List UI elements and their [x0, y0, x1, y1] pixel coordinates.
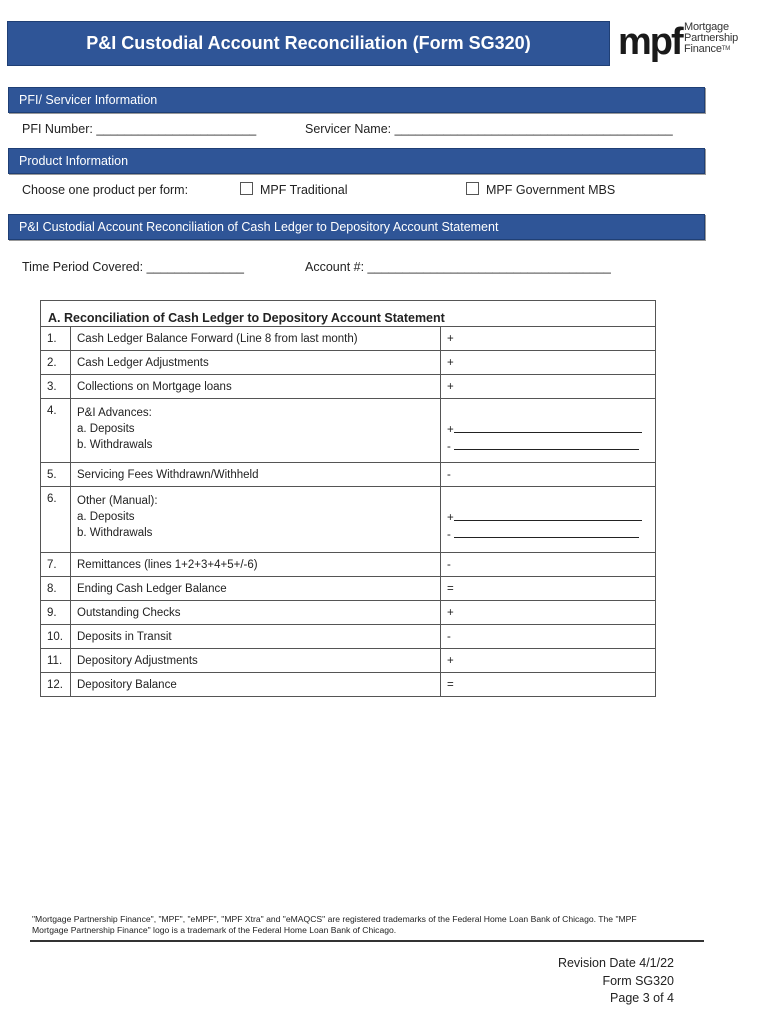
line-description: Outstanding Checks [71, 601, 441, 625]
line-value-cell [441, 487, 656, 553]
logo-line-3: Finance [684, 43, 722, 55]
table-heading: A. Reconciliation of Cash Ledger to Depository Account Statement [41, 301, 656, 327]
table-row [41, 375, 656, 399]
logo-line-2: Partnership [684, 32, 739, 44]
table-row [41, 463, 656, 487]
line-number: 4. [41, 399, 71, 463]
line-number: 12. [41, 673, 71, 697]
table-row [41, 649, 656, 673]
footer-divider [30, 940, 704, 942]
pfi-number-field[interactable]: PFI Number: _______________________ [22, 122, 257, 136]
line-number: 10. [41, 625, 71, 649]
line-number: 6. [41, 487, 71, 553]
line-description: Deposits in Transit [71, 625, 441, 649]
line-value-field[interactable]: + [441, 375, 656, 399]
revision-block [558, 955, 674, 1008]
line-number: 5. [41, 463, 71, 487]
table-row [41, 673, 656, 697]
line-description: Remittances (lines 1+2+3+4+5+/-6) [71, 553, 441, 577]
form-number: Form SG320 [602, 973, 674, 988]
line-description: Cash Ledger Adjustments [71, 351, 441, 375]
line-description-sub-a: a. Deposits [77, 423, 135, 435]
logo-line-1: Mortgage [684, 21, 729, 33]
line-description: Servicing Fees Withdrawn/Withheld [71, 463, 441, 487]
line-number: 2. [41, 351, 71, 375]
line-description-main: Other (Manual): [77, 495, 158, 507]
withdrawals-value-field[interactable]: - [447, 526, 655, 543]
table-row [41, 553, 656, 577]
line-description: Cash Ledger Balance Forward (Line 8 from last month) [71, 327, 441, 351]
line-value-field[interactable]: = [441, 577, 656, 601]
reconciliation-section-header: P&I Custodial Account Reconciliation of Cash Ledger to Depository Account Statement [8, 214, 705, 240]
line-description-sub-b: b. Withdrawals [77, 527, 153, 539]
line-number: 8. [41, 577, 71, 601]
mpf-logo [618, 20, 748, 66]
line-description: Ending Cash Ledger Balance [71, 577, 441, 601]
line-number: 1. [41, 327, 71, 351]
line-value-field[interactable]: + [441, 327, 656, 351]
mpf-traditional-label: MPF Traditional [260, 183, 348, 197]
revision-date: Revision Date 4/1/22 [557, 956, 674, 970]
logo-tm: TM [721, 46, 730, 52]
line-number: 7. [41, 553, 71, 577]
trademark-notice: "Mortgage Partnership Finance", "MPF", "eMPF", "MPF Xtra" and "eMAQCS" are registered trademarks of the Federal Home Loan Bank of Chicago. The "MPF Mortgage Partnership Finance" logo is a trademark of the Federal Home Loan Bank of Chicago. [32, 914, 637, 935]
line-number: 11. [41, 649, 71, 673]
line-value-field[interactable]: = [441, 673, 656, 697]
deposits-value-field[interactable]: + [447, 421, 655, 438]
pfi-section-header: PFI/ Servicer Information [8, 87, 705, 113]
table-row [41, 625, 656, 649]
mpf-government-mbs-label: MPF Government MBS [486, 183, 616, 197]
line-description: Depository Adjustments [71, 649, 441, 673]
line-description-sub-b: b. Withdrawals [77, 439, 153, 451]
line-description-main: P&I Advances: [77, 407, 152, 419]
line-description [71, 487, 441, 553]
logo-wordmark [684, 22, 738, 55]
table-row [41, 577, 656, 601]
page-number: Page 3 of 4 [610, 991, 674, 1005]
table-row [41, 399, 656, 463]
line-value-field[interactable]: + [441, 351, 656, 375]
line-description: Collections on Mortgage loans [71, 375, 441, 399]
table-row [41, 601, 656, 625]
mpf-traditional-checkbox[interactable] [240, 182, 253, 195]
table-row [41, 487, 656, 553]
deposits-value-field[interactable]: + [447, 509, 655, 526]
product-prompt: Choose one product per form: [22, 183, 189, 197]
line-value-field[interactable]: - [441, 553, 656, 577]
servicer-name-field[interactable]: Servicer Name: ________________________________________ [305, 122, 673, 136]
logo-mark: mpf [618, 21, 682, 63]
reconciliation-table [40, 300, 656, 697]
account-number-field[interactable]: Account #: ___________________________________ [305, 260, 611, 274]
line-description: Depository Balance [71, 673, 441, 697]
line-description-sub-a: a. Deposits [77, 511, 135, 523]
line-value-field[interactable]: - [441, 625, 656, 649]
form-title: P&I Custodial Account Reconciliation (Form SG320) [7, 21, 610, 66]
line-description [71, 399, 441, 463]
line-value-field[interactable]: + [441, 601, 656, 625]
table-row [41, 327, 656, 351]
line-value-field[interactable]: - [441, 463, 656, 487]
line-number: 9. [41, 601, 71, 625]
table-row [41, 351, 656, 375]
withdrawals-value-field[interactable]: - [447, 438, 655, 455]
line-number: 3. [41, 375, 71, 399]
line-value-cell [441, 399, 656, 463]
line-value-field[interactable]: + [441, 649, 656, 673]
product-section-header: Product Information [8, 148, 705, 174]
mpf-government-mbs-checkbox[interactable] [466, 182, 479, 195]
time-period-field[interactable]: Time Period Covered: ______________ [22, 260, 244, 274]
